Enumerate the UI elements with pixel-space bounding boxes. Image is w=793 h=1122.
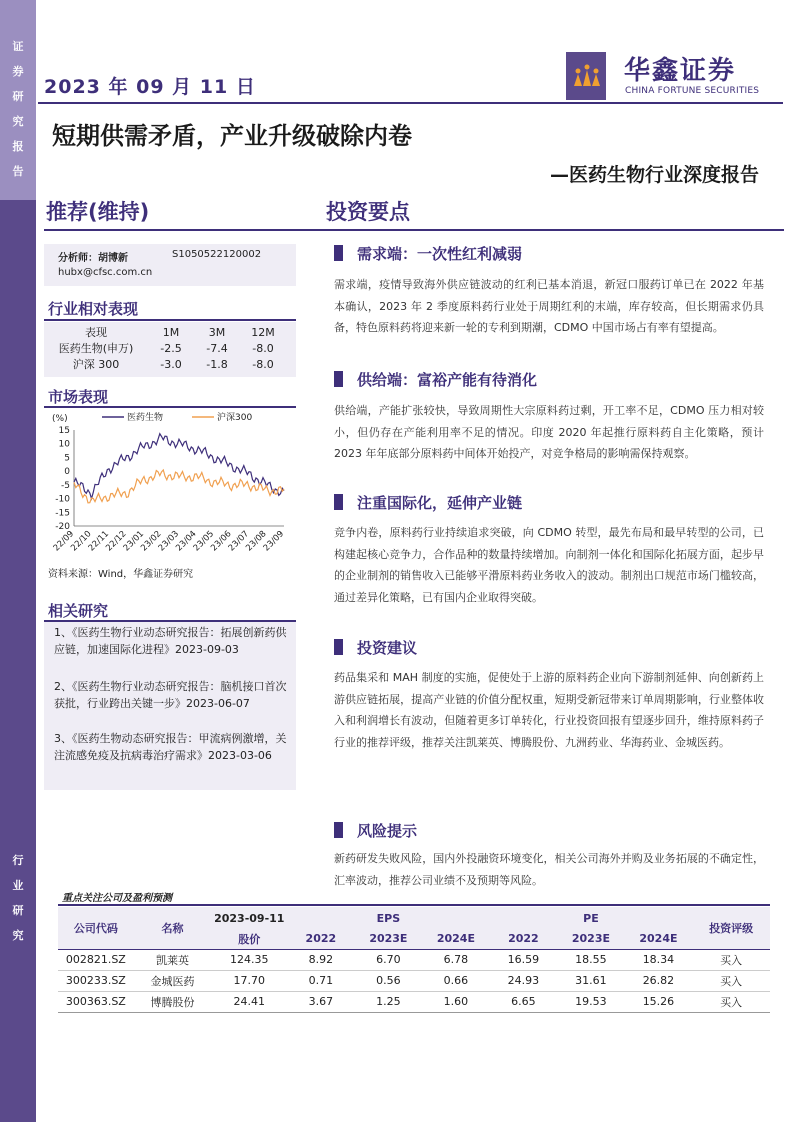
cell-price: 17.70 — [233, 974, 266, 987]
x-tick-label: 23/03 — [156, 529, 182, 554]
th-year: 2023E — [369, 932, 408, 946]
x-tick-label: 22/09 — [51, 529, 77, 554]
performance-title: 行业相对表现 — [48, 300, 139, 318]
perf-cell: -2.5 — [160, 341, 182, 355]
x-tick-label: 23/05 — [191, 529, 217, 554]
sidebar-bottom-label: 行 业 研 究 — [12, 854, 24, 942]
cell-name: 金城医药 — [150, 974, 195, 988]
y-tick-label: -15 — [55, 508, 70, 519]
related-item[interactable]: 3、《医药生物动态研究报告：甲流病例激增，关注流感免疫及抗病毒治疗需求》2023-03-06 — [54, 732, 287, 762]
perf-header: 表现 — [85, 326, 107, 339]
th-price: 股价 — [238, 932, 261, 946]
brand-name-en: CHINA FORTUNE SECURITIES — [625, 86, 760, 96]
th-rating: 投资评级 — [709, 921, 754, 935]
cell-rating: 买入 — [720, 974, 743, 988]
cell-price: 124.35 — [230, 953, 269, 966]
cell-eps: 1.60 — [443, 995, 469, 1008]
legend-label: 医药生物 — [127, 413, 164, 423]
analyst-name: 分析师：胡博新 — [58, 253, 128, 264]
cell-pe: 19.53 — [575, 995, 607, 1008]
report-title: 短期供需矛盾，产业升级破除内卷 — [52, 122, 412, 150]
kp-heading-supply: 供给端：富裕产能有待消化 — [334, 369, 537, 390]
y-axis-label: (%) — [52, 414, 68, 424]
y-tick-label: 5 — [64, 453, 70, 464]
report-date: 2023 年 09 月 11 日 — [44, 76, 256, 98]
performance-table-bg — [44, 322, 296, 377]
cell-rating: 买入 — [720, 995, 743, 1009]
kp-heading-intl: 注重国际化，延伸产业链 — [334, 492, 522, 513]
cell-rating: 买入 — [720, 953, 743, 967]
analyst-email: hubx@cfsc.com.cn — [58, 267, 153, 278]
cell-eps: 3.67 — [308, 995, 334, 1008]
cell-pe: 31.61 — [575, 974, 607, 987]
th-pe: PE — [583, 911, 599, 925]
kp-heading-advice: 投资建议 — [334, 637, 417, 658]
header-divider — [38, 102, 783, 104]
cell-pe: 16.59 — [507, 953, 540, 966]
analyst-box — [44, 244, 296, 286]
x-tick-label: 23/07 — [226, 529, 252, 554]
kp-text-intl: 竞争内卷，原料药行业持续追求突破，向 CDMO 转型，最先布局和最早转型的公司，已构建起核心竞争力，合作品种的数量持续增加。向制剂一体化和国际化拓展方面，起步早的企业制剂的销售收入已能够平滑原料药业务收入的波动。制剂出口规范市场门槛较高，通过差异化策略，已有国内企业取得突破。 — [334, 526, 764, 604]
perf-header: 3M — [208, 325, 226, 339]
cell-code: 002821.SZ — [65, 953, 126, 966]
kp-heading-risk: 风险提示 — [334, 820, 417, 841]
x-tick-label: 23/01 — [121, 529, 147, 554]
heading-bar — [334, 371, 343, 387]
perf-cell: -3.0 — [160, 357, 182, 371]
related-box — [44, 622, 296, 790]
th-year: 2023E — [571, 932, 610, 946]
performance-divider — [44, 319, 296, 321]
x-tick-label: 23/09 — [261, 529, 287, 554]
cell-eps: 0.66 — [443, 974, 469, 987]
cell-code: 300233.SZ — [65, 974, 126, 987]
y-tick-label: 15 — [58, 426, 70, 436]
th-year: 2022 — [305, 932, 337, 946]
th-eps: EPS — [376, 911, 401, 925]
report-subtitle: —医药生物行业深度报告 — [549, 164, 759, 186]
cell-code: 300363.SZ — [65, 995, 126, 1008]
cell-eps: 6.70 — [376, 953, 401, 966]
market-chart — [44, 408, 296, 566]
th-year: 2024E — [436, 932, 475, 946]
related-item[interactable]: 1、《医药生物行业动态研究报告：拓展创新药供应链，加速国际化进程》2023-09-03 — [54, 626, 287, 656]
x-tick-label: 23/06 — [209, 529, 234, 554]
heading-bar — [334, 245, 343, 261]
cell-pe: 18.55 — [575, 953, 607, 966]
heading-bar — [334, 822, 343, 838]
cell-name: 博腾股份 — [150, 995, 195, 1009]
cell-eps: 1.25 — [376, 995, 401, 1008]
table-row — [58, 991, 770, 1012]
cell-eps: 6.78 — [443, 953, 469, 966]
cell-pe: 24.93 — [507, 974, 540, 987]
th-year: 2024E — [639, 932, 678, 946]
legend-label: 沪深300 — [217, 413, 253, 423]
x-tick-label: 22/12 — [104, 529, 129, 554]
cell-pe: 6.65 — [511, 995, 536, 1008]
series-line-pharma — [74, 434, 284, 499]
cell-pe: 18.34 — [642, 953, 675, 966]
kp-text-supply: 供给端，产能扩张较快，导致周期性大宗原料药过剩，开工率不足，CDMO 压力相对较小，但仍存在产能利用率不足的情况。印度 2020 年起推行原料药自主化策略，预计 2023 年年底部分原料药中间体开始投产，对竞争格局的影响需保持观察。 — [334, 404, 764, 460]
cell-eps: 8.92 — [308, 953, 334, 966]
rating-label: 推荐(维持) — [46, 200, 150, 224]
perf-cell: 医药生物(申万) — [58, 342, 134, 355]
brand-logo-icon — [566, 52, 606, 100]
y-tick-label: -5 — [61, 480, 70, 491]
perf-cell: -8.0 — [252, 357, 274, 371]
cell-eps: 0.71 — [308, 974, 334, 987]
related-title: 相关研究 — [48, 602, 109, 620]
market-title: 市场表现 — [48, 388, 109, 406]
x-tick-label: 23/08 — [244, 529, 269, 554]
th-price-date: 2023-09-11 — [214, 911, 285, 925]
heading-bar — [334, 494, 343, 510]
analyst-cert: S1050522120002 — [172, 249, 262, 260]
perf-header: 1M — [162, 325, 180, 339]
x-tick-label: 22/10 — [69, 529, 94, 554]
sidebar-top-label: 证 券 研 究 报 告 — [12, 40, 24, 178]
section-divider — [44, 229, 784, 231]
forecast-title: 重点关注公司及盈利预测 — [62, 893, 172, 904]
th-code: 公司代码 — [73, 921, 118, 935]
y-tick-label: -10 — [55, 494, 70, 505]
th-year: 2022 — [508, 932, 539, 946]
perf-cell: -7.4 — [206, 341, 228, 355]
y-tick-label: 10 — [58, 439, 70, 450]
cell-eps: 0.56 — [376, 974, 401, 987]
perf-cell: 沪深 300 — [72, 358, 120, 371]
key-points-title: 投资要点 — [326, 200, 410, 224]
perf-cell: -1.8 — [206, 357, 228, 371]
kp-text-advice: 药品集采和 MAH 制度的实施，促使处于上游的原料药企业向下游制剂延伸、向创新药上游供应链拓展，提高产业链的价值分配权重，短期受新冠带来订单周期影响，行业整体收入和利润增长有波动，但随着更多订单转化，行业投资回报有望逐步回升，维持原料药子行业的推荐评级，推荐关注凯莱英、博腾股份、九洲药业、华海药业、金城医药。 — [334, 671, 764, 749]
cell-pe: 15.26 — [642, 995, 675, 1008]
th-name: 名称 — [161, 921, 184, 935]
chart-source: 资料来源：Wind，华鑫证券研究 — [48, 569, 194, 580]
kp-text-risk: 新药研发失败风险，国内外投融资环境变化，相关公司海外并购及业务拓展的不确定性，汇率波动，推荐公司业绩不及预期等风险。 — [334, 852, 764, 887]
brand-name-cn: 华鑫证券 — [624, 56, 737, 86]
forecast-table — [58, 907, 770, 1013]
table-row — [58, 949, 770, 970]
kp-heading-demand: 需求端：一次性红利减弱 — [334, 243, 522, 264]
x-tick-label: 23/04 — [174, 529, 199, 554]
cell-name: 凯莱英 — [156, 953, 190, 967]
y-tick-label: -20 — [55, 522, 70, 532]
heading-bar — [334, 639, 343, 655]
perf-cell: -8.0 — [252, 341, 274, 355]
perf-header: 12M — [251, 325, 275, 339]
related-item[interactable]: 2、《医药生物行业动态研究报告：脑机接口首次获批，行业跨出关键一步》2023-06-07 — [54, 680, 287, 710]
table-row — [58, 970, 770, 991]
x-tick-label: 22/11 — [86, 529, 112, 554]
y-tick-label: 0 — [64, 467, 70, 478]
performance-table — [44, 324, 286, 372]
cell-pe: 26.82 — [642, 974, 675, 987]
cell-price: 24.41 — [233, 995, 266, 1008]
kp-text-demand: 需求端，疫情导致海外供应链波动的红利已基本消退，新冠口服药订单已在 2022 年基本确认，2023 年 2 季度原料药行业处于周期红利的末端，库存较高，但长期需求仍具备，特色原料药将迎来新一轮的专利到期潮，CDMO 中国市场占有率有望提高。 — [334, 278, 764, 334]
x-tick-label: 23/02 — [139, 529, 164, 554]
forecast-top-rule — [58, 904, 770, 906]
